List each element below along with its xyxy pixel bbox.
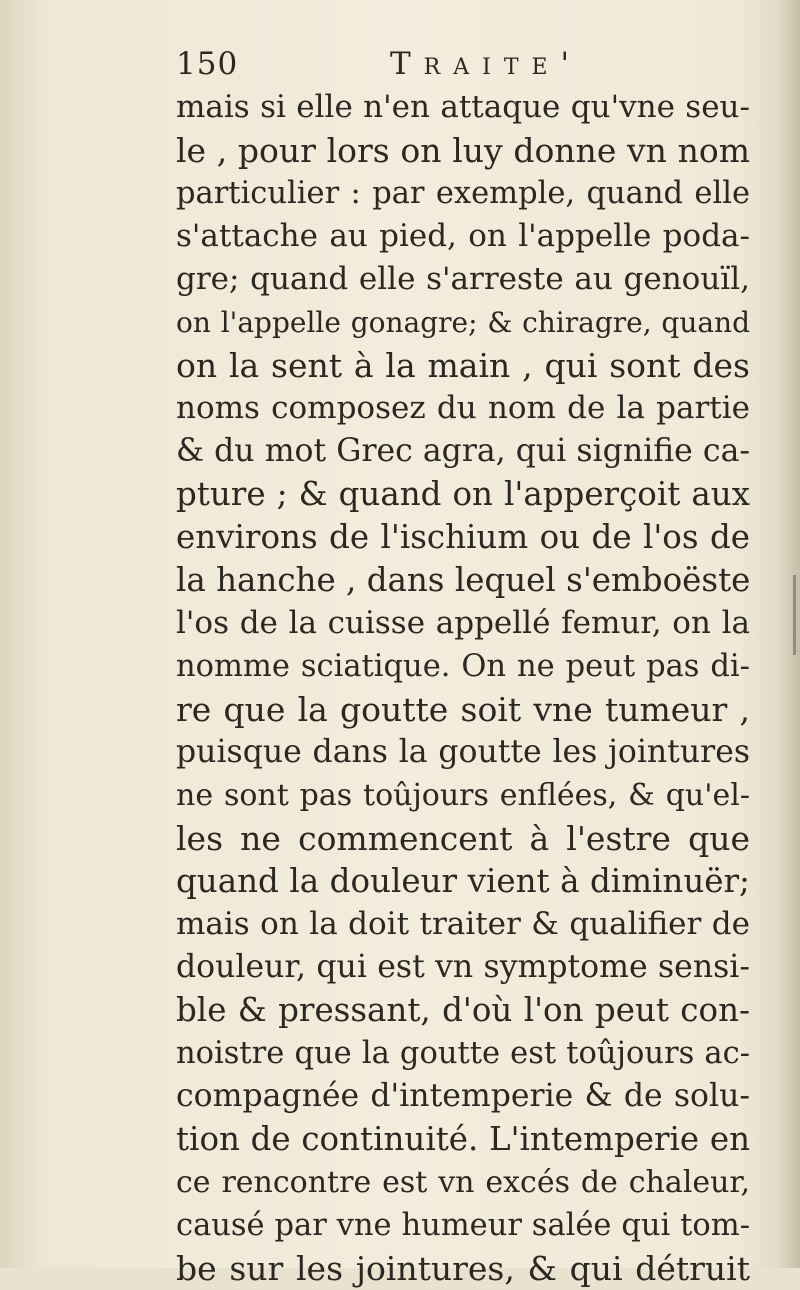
text-line: pture ; & quand on l'apperçoit aux bbox=[176, 475, 750, 513]
text-line: mais on la doit traiter & qualifier de bbox=[176, 906, 750, 942]
text-line: quand la douleur vient à diminuër; bbox=[176, 862, 750, 900]
text-line: mais si elle n'en attaque qu'vne seu- bbox=[176, 89, 750, 125]
text-line: ce rencontre est vn excés de chaleur, bbox=[176, 1165, 750, 1200]
text-line: re que la goutte soit vne tumeur , bbox=[176, 690, 750, 729]
text-line: on l'appelle gonagre; & chiragre, quand bbox=[176, 306, 750, 339]
text-line: douleur, qui est vn symptome sensi- bbox=[176, 949, 750, 985]
text-line: les ne commencent à l'estre que bbox=[176, 819, 750, 858]
text-line: gre; quand elle s'arreste au genouïl, bbox=[176, 261, 750, 297]
text-line: ne sont pas toûjours enflées, & qu'el- bbox=[176, 778, 750, 813]
text-line: tion de continuité. L'intemperie en bbox=[176, 1120, 750, 1158]
text-line: la hanche , dans lequel s'emboëste bbox=[176, 561, 751, 599]
text-line: s'attache au pied, on l'appelle poda- bbox=[176, 218, 750, 254]
page-number: 150 bbox=[176, 46, 239, 82]
text-line: on la sent à la main , qui sont des bbox=[176, 346, 750, 385]
text-line: ble & pressant, d'où l'on peut con- bbox=[176, 991, 750, 1029]
text-line: & du mot Grec agra, qui signifie ca- bbox=[176, 433, 750, 469]
text-line: l'os de la cuisse appellé femur, on la bbox=[176, 605, 750, 641]
text-line: noistre que la goutte est toûjours ac- bbox=[176, 1036, 750, 1071]
text-line: puisque dans la goutte les jointures bbox=[176, 734, 750, 770]
text-line: environs de l'ischium ou de l'os de bbox=[176, 518, 750, 556]
running-title: Traite' bbox=[390, 46, 583, 82]
text-line: nomme sciatique. On ne peut pas di- bbox=[176, 649, 750, 684]
page-edge-mark bbox=[793, 575, 796, 655]
text-line: causé par vne humeur salée qui tom- bbox=[176, 1208, 750, 1243]
page-edge-shadow bbox=[778, 0, 800, 1268]
text-line: be sur les jointures, & qui détruit bbox=[176, 1249, 750, 1288]
text-line: particulier : par exemple, quand elle bbox=[176, 176, 750, 211]
body-text bbox=[176, 86, 750, 1290]
text-line: noms composez du nom de la partie bbox=[176, 390, 750, 426]
text-line: le , pour lors on luy donne vn nom bbox=[176, 131, 750, 170]
text-line: compagnée d'intemperie & de solu- bbox=[176, 1078, 750, 1114]
